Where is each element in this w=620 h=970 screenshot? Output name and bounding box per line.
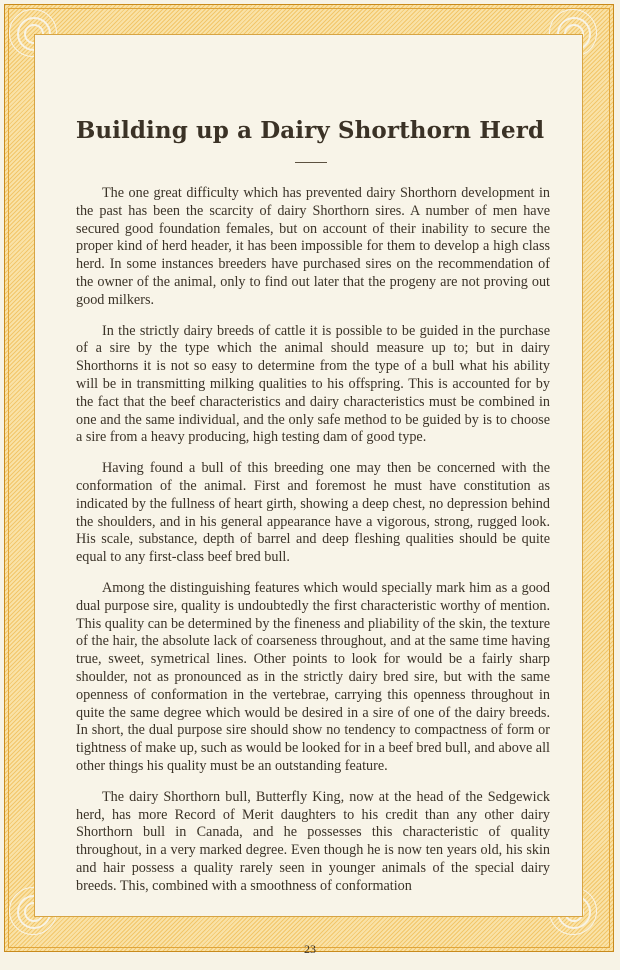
paragraph: Among the distinguishing features which would specially mark him as a good dual purpose sire, quality is undoubtedly the first characteristic worthy of mention. This quality can be determined by the fineness and pliability of the skin, the texture of the hair, the absolute lack of coarseness throughout, and at the same time having true, sweet, symetrical lines. Other points to look for would be a fairly sharp shoulder, not as pronounced as in the strictly dairy bred sire, but with the same openness of conformation in the vertebrae, carrying this openness throughout in quite the same degree which would be desired in a sire of one of the dairy breeds. In short, the dual purpose sire should show no tendency to compactness of form or tightness of make up, such as would be looked for in a beef bred bull, and above all other things his quality must be an outstanding feature. [76, 579, 550, 774]
paragraph: The one great difficulty which has prevented dairy Shorthorn development in the past has been the scarcity of dairy Shorthorn sires. A number of men have secured good foundation females, but on account of their inability to secure the proper kind of herd header, it has been impossible for them to develop a high class herd. In some instances breeders have purchased sires on the recommendation of the owner of the animal, only to find out later that the progeny are not proving out good milkers. [76, 185, 550, 308]
article-body [76, 185, 550, 908]
page-title: Building up a Dairy Shorthorn Herd [75, 117, 545, 144]
paragraph: In the strictly dairy breeds of cattle it is possible to be guided in the purchase of a sire by the type which the animal should measure up to; but in dairy Shorthorns it is not so easy to determine from the type of a bull what his ability will be in transmitting milking qualities to his offspring. This is accounted for by the fact that the beef characteristics and dairy characteristics must be combined in one and the same individual, and the only safe method to be guided by is to choose a sire from a heavy producing, high testing dam of good type. [76, 322, 550, 446]
paragraph: The dairy Shorthorn bull, Butterfly King, now at the head of the Sedgewick herd, has more Record of Merit daughters to his credit than any other dairy Shorthorn bull in Canada, and he possesses this characteristic of quality throughout, in a very marked degree. Even though he is now ten years old, his skin and hair possess a quality rarely seen in younger animals of the special dairy breeds. This, combined with a smoothness of conformation [76, 788, 550, 894]
title-divider [295, 162, 327, 163]
page-number: 23 [304, 942, 316, 956]
paragraph: Having found a bull of this breeding one may then be concerned with the conformation of the animal. First and foremost he must have constitution as indicated by the fullness of heart girth, showing a deep chest, no depression behind the shoulders, and in his general appearance have a vigorous, strong, rugged look. His scale, substance, depth of barrel and deep fleshing qualities should be quite equal to any first-class beef bred bull. [76, 460, 550, 566]
